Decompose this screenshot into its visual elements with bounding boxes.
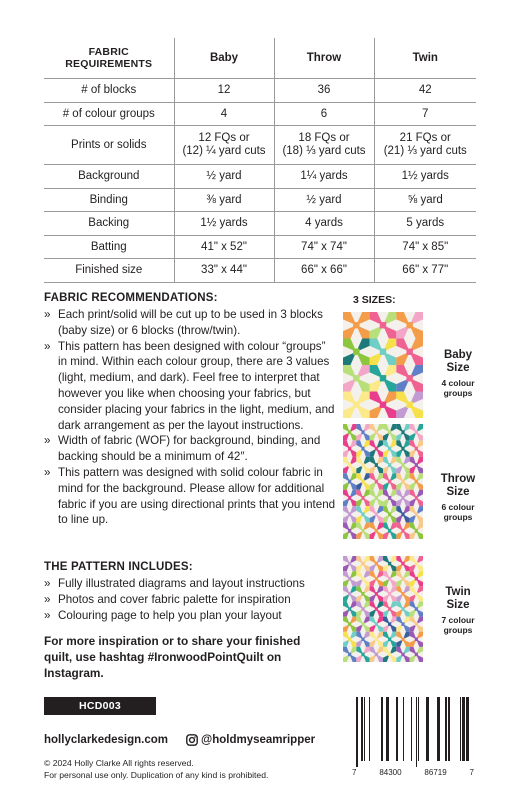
- cell-throw: 1¼ yards: [274, 165, 374, 189]
- header-line-1: FABRIC: [88, 46, 129, 58]
- header-baby: Baby: [174, 38, 274, 79]
- row-label: Prints or solids: [44, 126, 174, 165]
- list-item-text: This pattern has been designed with colour “groups” in mind. Within each colour group, there are 3 values (light, medium, and dark). Feel free to interpret that however you like when choosing your fabrics, but consider placing your fabrics in the light, medium, and dark arrangement as per the layout instructions.: [58, 339, 335, 432]
- size-groups: groups: [443, 512, 473, 522]
- size-name: Size: [446, 599, 470, 611]
- fabric-requirements-table: [44, 38, 476, 283]
- recommendations-list: [44, 307, 336, 528]
- table-header-row: [44, 38, 476, 79]
- cell-twin: 66" x 77": [374, 259, 476, 283]
- cell-twin: 74" x 85": [374, 235, 476, 259]
- bullet-mark: »: [44, 608, 51, 622]
- barcode-bar: [426, 697, 429, 761]
- size-groups: 4 colour: [441, 378, 475, 388]
- cell-line: (21) ⅓ yard cuts: [383, 145, 467, 157]
- pattern-code-badge: HCD003: [44, 697, 156, 715]
- barcode-digit-group: 86719: [424, 768, 447, 777]
- table-row: [44, 126, 476, 165]
- barcode-digits: [352, 768, 474, 777]
- barcode-bar: [369, 697, 370, 761]
- table-row: [44, 165, 476, 189]
- website-link[interactable]: hollyclarkedesign.com: [44, 734, 168, 746]
- table-row: [44, 212, 476, 236]
- header-line-2: REQUIREMENTS: [65, 58, 153, 70]
- header-twin: Twin: [374, 38, 476, 79]
- size-groups: 6 colour: [441, 502, 475, 512]
- bullet-mark: »: [44, 339, 51, 353]
- row-label: Batting: [44, 235, 174, 259]
- row-label: Backing: [44, 212, 174, 236]
- cell-line: 21 FQs or: [399, 132, 451, 144]
- barcode: [352, 695, 474, 773]
- size-name: Baby: [443, 349, 473, 361]
- list-item-text: Width of fabric (WOF) for background, binding, and backing should be a minimum of 42″.: [58, 434, 321, 464]
- cell-throw: 36: [274, 79, 374, 103]
- baby-quilt-image: [343, 312, 423, 418]
- list-item-text: Photos and cover fabric palette for inspiration: [58, 592, 291, 606]
- bullet-mark: »: [44, 465, 51, 479]
- list-item-text: Fully illustrated diagrams and layout instructions: [58, 577, 305, 590]
- barcode-digit-group: 7: [352, 768, 357, 777]
- barcode-bar: [418, 697, 419, 761]
- cell-baby: 1½ yards: [174, 212, 274, 236]
- cell-baby: ⅜ yard: [174, 188, 274, 212]
- inspiration-text: For more inspiration or to share your finished quilt, use hashtag #IronwoodPointQuilt on Instagram.: [44, 634, 301, 680]
- barcode-digit-group: 84300: [379, 768, 402, 777]
- throw-size-label: [432, 473, 484, 522]
- size-name: Size: [446, 362, 470, 374]
- cell-throw: 6: [274, 102, 374, 126]
- cell-line: 18 FQs or: [298, 132, 350, 144]
- list-item: [44, 608, 336, 624]
- barcode-bar: [411, 697, 412, 761]
- cell-twin: 7: [374, 102, 476, 126]
- cell-baby: 33" x 44": [174, 259, 274, 283]
- list-item: [44, 339, 336, 434]
- size-name: Throw: [440, 473, 476, 485]
- barcode-bar: [386, 697, 389, 761]
- list-item: [44, 465, 336, 528]
- cell-twin: 42: [374, 79, 476, 103]
- includes-title: THE PATTERN INCLUDES:: [44, 561, 193, 573]
- barcode-bar: [460, 697, 461, 761]
- list-item: [44, 576, 336, 592]
- barcode-bar: [437, 697, 440, 761]
- cell-baby: 41" x 52": [174, 235, 274, 259]
- instagram-icon: [186, 734, 198, 746]
- barcode-bar: [396, 697, 398, 761]
- table-row: [44, 259, 476, 283]
- cell-throw: 74" x 74": [274, 235, 374, 259]
- social-handle[interactable]: [186, 734, 315, 746]
- cell-throw: 4 yards: [274, 212, 374, 236]
- size-name: Size: [446, 486, 470, 498]
- barcode-bar: [364, 697, 365, 761]
- barcode-bar: [416, 697, 417, 767]
- table-row: [44, 102, 476, 126]
- barcode-bar: [445, 697, 447, 761]
- sizes-title: 3 SIZES:: [353, 294, 396, 306]
- barcode-bar: [466, 697, 469, 761]
- barcode-bar: [356, 697, 358, 767]
- cell-twin: 1½ yards: [374, 165, 476, 189]
- barcode-digit-group: 7: [469, 768, 474, 777]
- copyright: [44, 757, 268, 781]
- bullet-mark: »: [44, 434, 51, 448]
- row-label: Background: [44, 165, 174, 189]
- size-groups: groups: [443, 388, 473, 398]
- cell-baby: 12: [174, 79, 274, 103]
- barcode-bar: [448, 697, 450, 761]
- list-item-text: Each print/solid will be cut up to be used in 3 blocks (baby size) or 6 blocks (throw/twin).: [58, 308, 323, 337]
- header-fabric-requirements: [44, 38, 174, 79]
- twin-quilt-image: [343, 556, 423, 662]
- barcode-bar: [462, 697, 465, 761]
- cell-twin: [374, 126, 476, 165]
- includes-list: [44, 576, 336, 623]
- cell-twin: ⅝ yard: [374, 188, 476, 212]
- cell-twin: 5 yards: [374, 212, 476, 236]
- cell-line: (12) ¼ yard cuts: [182, 145, 266, 157]
- row-label: Binding: [44, 188, 174, 212]
- twin-size-label: [432, 586, 484, 635]
- table-row: [44, 79, 476, 103]
- throw-quilt-image: [343, 424, 423, 539]
- cell-baby: 4: [174, 102, 274, 126]
- row-label: # of colour groups: [44, 102, 174, 126]
- cell-throw: ½ yard: [274, 188, 374, 212]
- size-groups: 7 colour: [441, 615, 475, 625]
- baby-size-label: [432, 349, 484, 398]
- social-handle-text: @holdmyseamripper: [201, 734, 316, 746]
- list-item-text: This pattern was designed with solid colour fabric in mind for the background. Please allow for additional fabric if you are using directional prints that you intend to line up.: [58, 465, 336, 527]
- header-throw: Throw: [274, 38, 374, 79]
- row-label: # of blocks: [44, 79, 174, 103]
- copyright-line: For personal use only. Duplication of any kind is prohibited.: [44, 770, 269, 780]
- list-item: [44, 307, 336, 339]
- list-item: [44, 592, 336, 608]
- bullet-mark: »: [44, 592, 51, 606]
- table-row: [44, 235, 476, 259]
- cell-baby: ½ yard: [174, 165, 274, 189]
- barcode-bar: [361, 697, 363, 761]
- bullet-mark: »: [44, 308, 51, 321]
- table-row: [44, 188, 476, 212]
- list-item: [44, 433, 336, 465]
- bullet-mark: »: [44, 577, 51, 590]
- copyright-line: © 2024 Holly Clarke All rights reserved.: [44, 758, 194, 768]
- size-groups: groups: [443, 625, 473, 635]
- cell-line: (18) ⅓ yard cuts: [282, 145, 366, 157]
- cell-throw: [274, 126, 374, 165]
- size-name: Twin: [445, 586, 471, 598]
- row-label: Finished size: [44, 259, 174, 283]
- cell-throw: 66" x 66": [274, 259, 374, 283]
- cell-line: 12 FQs or: [198, 132, 250, 144]
- cell-baby: [174, 126, 274, 165]
- recommendations-title: FABRIC RECOMMENDATIONS:: [44, 292, 218, 304]
- barcode-bar: [381, 697, 383, 761]
- list-item-text: Colouring page to help you plan your layout: [58, 608, 282, 622]
- barcode-bar: [403, 697, 404, 761]
